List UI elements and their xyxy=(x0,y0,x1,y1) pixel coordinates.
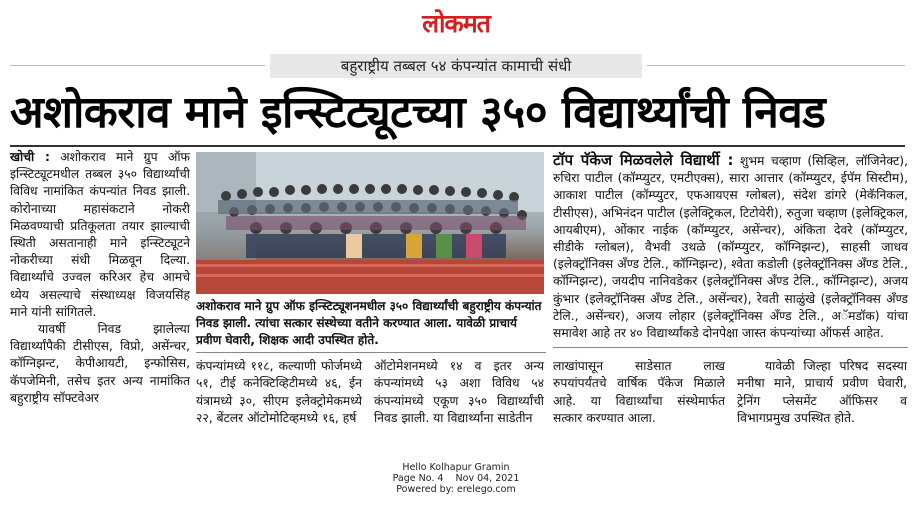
bottom-column-1: कंपन्यांमध्ये ११८, कल्याणी फोर्जमध्ये ५१, टीई कनेक्टिव्हिटीमध्ये ४६, ईन यंत्रामध्ये ३०, सीएम इलेक्ट्रोमेकमध्ये २२, बेंटलर ऑटोमोटिव्हमध्ये १६, हर्ष xyxy=(196,359,362,426)
kicker-rule-right xyxy=(647,65,905,66)
bottom-column-4: यावेळी जिल्हा परिषद सदस्या मनीषा माने, प्राचार्य प्रवीण घेवारी, ट्रेनिंग प्लेसमेंट ऑफिसर व विभागप्रमुख उपस्थित होते. xyxy=(737,359,907,426)
top-package-list: शुभम चव्हाण (सिव्हिल, लॉजिनेक्ट), रुचिरा पाटील (कॉम्प्युटर, एमटीएक्स), सारा आत्तार (कॉम्प्युटर, ईपॅम सिस्टीम), आकाश पाटील (कॉम्प्युटर, एफआयएस ग्लोबल), संदेश डांगरे (मेकॅनिकल, टीसीएस), अभिनंदन पाटील (इलेक्ट्रिकल, टिटोयेरी), रुतुजा चव्हाण (इलेक्ट्रिकल, आयबीएम), ओंकार नाईक (कॉम्प्युटर, असेंन्चर), अंकिता देवरे (कॉम्प्युटर, सीडीके ग्लोबल), वैभवी उथळे (कॉम्प्युटर, कॉग्निझन्ट), साहसी जाधव (इलेक्ट्रॉनिक्स अँण्ड टेलि., कॉग्निझन्ट), श्वेता कडोली (इलेक्ट्रॉनिक्स अँण्ड टेलि., कॉग्निझन्ट), जयदीप नानिवडेकर (इलेक्ट्रॉनिक्स अँण्ड टेलि., कॉग्निझन्ट), अजय कुंभार (इलेक्ट्रॉनिक्स अँण्ड टेलि., असेंन्चर), रेवती साळुंखे (इलेक्ट्रॉनिक्स अँण्ड टेलि., असेंन्चर), अजय लोहार (इलेक्ट्रॉनिक्स अँण्ड टेलि., अॅमडॉक) यांचा समावेश आहे तर ४० विद्यार्थ्यांकडे दोनपेक्षा जास्त कंपन्यांच्या ऑफर्स आहेत. xyxy=(553,154,908,341)
kicker-rule-left xyxy=(10,65,265,66)
group-photo-illustration xyxy=(196,152,544,294)
footer-page-date: Page No. 4 Nov 04, 2021 xyxy=(392,473,520,484)
bottom-column-3: लाखांपासून साडेसात लाख रुपयांपर्यंतचे वार्षिक पॅकेज मिळाले आहे. या विद्यार्थ्यांचा संस्थेमार्फत सत्कार करण्यात आला. xyxy=(553,359,725,426)
headline-rule xyxy=(10,145,905,147)
right-column xyxy=(553,152,908,342)
top-package-heading: टॉप पॅकेज मिळवलेले विद्यार्थी : xyxy=(553,151,734,169)
footer-powered-by: Powered by: erelego.com xyxy=(396,484,516,495)
photo-caption: अशोकराव माने ग्रुप ऑफ इन्स्टिट्यूशनमधील ३५० विद्यार्थ्यांची बहुराष्ट्रीय कंपन्यांत निवड झाली. त्यांचा सत्कार संस्थेच्या वतीने करण्यात आला. यावेळी प्राचार्य प्रवीण घेवारी, शिक्षक आदी उपस्थित होते. xyxy=(196,299,542,347)
group-photo xyxy=(196,152,544,294)
left-para-1: अशोकराव माने ग्रुप ऑफ इन्स्टिट्यूटमधील तब्बल ३५० विद्यार्थ्यांची विविध नामांकित कंपन्यांत निवड झाली. कोरोनाच्या महासंकटाने नोकरी मिळवण्याची प्रतिकूलता तयार झाल्याची स्थिती असतानाही माने इन्स्टिट्यूटने नोकरीच्या संधी मिळवून दिल्या. विद्यार्थ्यांचे उज्वल करिअर हेच आमचे ध्येय असल्याचे संस्थाध्यक्ष विजयसिंह माने यांनी सांगितले. xyxy=(10,150,191,319)
bottom-column-2: ऑटोमेशनमध्ये १४ व इतर अन्य कंपन्यांमध्ये ५३ अशा विविध ५४ कंपन्यांमध्ये एकूण ३५० विद्यार्थ्यांची निवड झाली. या विद्यार्थ्यांना साडेतीन xyxy=(374,359,544,426)
footer xyxy=(0,462,912,495)
masthead-logo: लोकमत xyxy=(422,9,490,38)
footer-edition: Hello Kolhapur Gramin xyxy=(402,462,510,473)
dateline: खोची : xyxy=(10,150,50,164)
kicker: बहुराष्ट्रीय तब्बल ५४ कंपन्यांत कामाची संधी xyxy=(270,54,642,78)
caption-rule xyxy=(196,352,546,353)
headline: अशोकराव माने इन्स्टिट्यूटच्या ३५० विद्यार्थ्यांची निवड xyxy=(10,87,826,138)
left-para-2: यावर्षी निवड झालेल्या विद्यार्थ्यांपैकी टीसीएस, विप्रो, असेंन्चर, कॉग्निझन्ट, केपीआयटी, इन्फोसिस, कॅपजेमिनी, तसेच इतर अन्य नामांकित बहुराष्ट्रीय सॉफ्टवेअर xyxy=(10,322,190,405)
right-column-rule xyxy=(553,347,908,348)
left-column xyxy=(10,149,190,407)
